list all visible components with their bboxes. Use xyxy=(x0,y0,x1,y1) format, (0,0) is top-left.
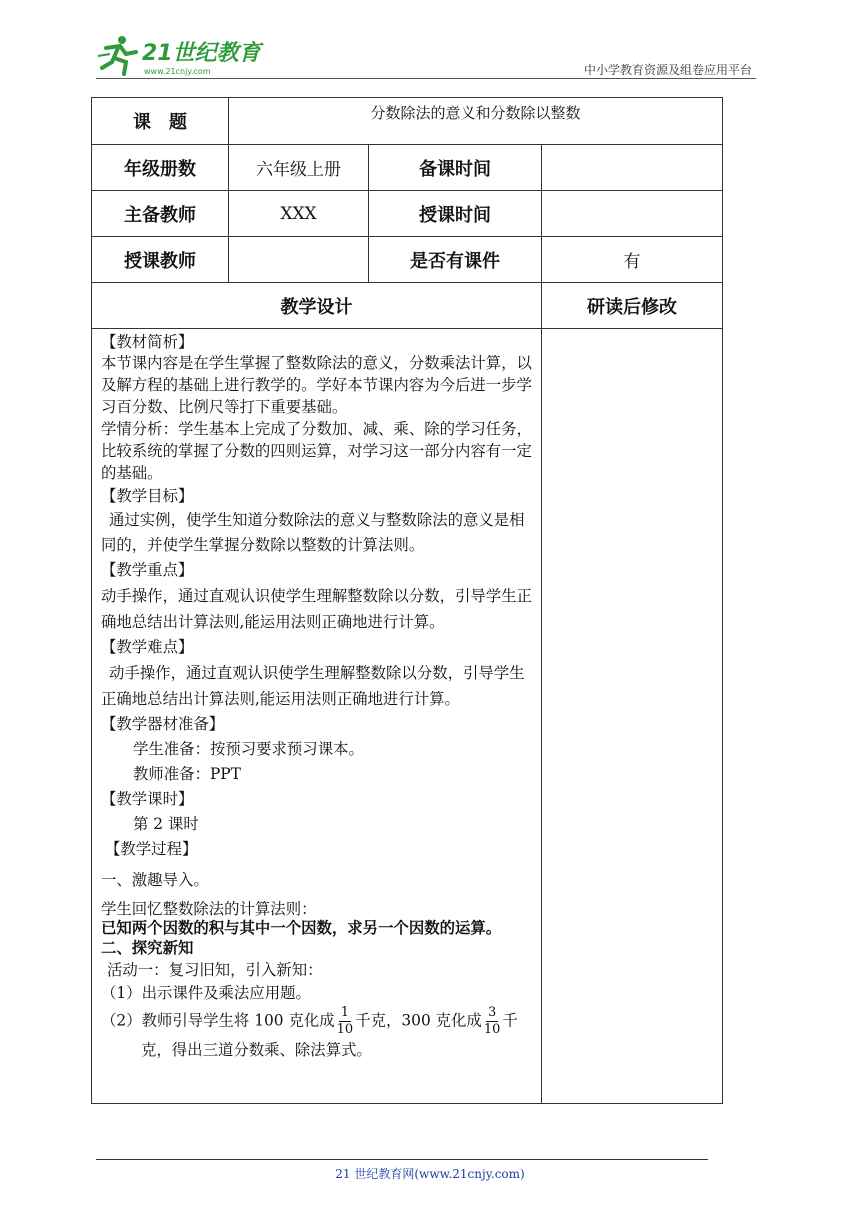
footer-divider xyxy=(96,1159,708,1160)
paragraph: 学情分析：学生基本上完成了分数加、减、乘、除的学习任务，比较系统的掌握了分数的四则运算，对学习这一部分内容有一定的基础。 xyxy=(101,420,532,482)
table-row xyxy=(92,329,723,1104)
lesson-plan-table xyxy=(91,97,723,1104)
teacher-label: 授课教师 xyxy=(92,237,229,283)
paragraph: 第 2 课时 xyxy=(133,815,199,833)
paragraph: 动手操作，通过直观认识使学生理解整数除以分数，引导学生正确地总结出计算法则,能运用法则正确地进行计算。 xyxy=(101,587,532,631)
section-heading: 【教学器材准备】 xyxy=(101,715,225,733)
page-header xyxy=(0,0,860,80)
footer-text: 21 世纪教育网(www.21cnjy.com) xyxy=(335,1167,525,1181)
fraction-numerator: 3 xyxy=(487,1005,497,1020)
grade-label: 年级册数 xyxy=(92,145,229,191)
topic-label: 课 题 xyxy=(92,98,229,145)
table-row xyxy=(92,237,723,283)
design-header: 教学设计 xyxy=(92,283,542,329)
fraction xyxy=(337,1005,354,1038)
revision-cell xyxy=(542,329,723,1104)
prep-time-label: 备课时间 xyxy=(369,145,542,191)
topic-value: 分数除法的意义和分数除以整数 xyxy=(229,98,723,145)
header-divider xyxy=(96,78,756,79)
rule-statement: 已知两个因数的积与其中一个因数，求另一个因数的运算。 xyxy=(101,919,502,937)
paragraph: 学生回忆整数除法的计算法则： xyxy=(101,900,317,918)
tagline: 中小学教育资源及组卷应用平台 xyxy=(583,63,752,77)
section-heading: 二、探究新知 xyxy=(101,939,194,957)
paragraph: （1）出示课件及乘法应用题。 xyxy=(101,984,311,1002)
paragraph: 通过实例，使学生知道分数除法的意义与整数除法的意义是相同的，并使学生掌握分数除以整数的计算法则。 xyxy=(101,511,525,554)
grade-value: 六年级上册 xyxy=(229,145,369,191)
paragraph: 教师准备：PPT xyxy=(133,765,241,783)
paragraph: 本节课内容是在学生掌握了整数除法的意义，分数乘法计算，以及解方程的基础上进行教学的。学好本节课内容为今后进一步学习百分数、比例尺等打下重要基础。 xyxy=(101,354,532,416)
table-row xyxy=(92,145,723,191)
text: （2）教师引导学生将 100 克化成 xyxy=(101,1011,335,1030)
design-content xyxy=(92,329,542,1104)
logo xyxy=(96,34,266,78)
revision-header: 研读后修改 xyxy=(542,283,723,329)
main-teacher-value: XXX xyxy=(229,191,369,237)
section-heading: 【教学重点】 xyxy=(101,561,194,579)
paragraph: 动手操作，通过直观认识使学生理解整数除以分数，引导学生正确地总结出计算法则,能运用法则正确地进行计算。 xyxy=(101,664,525,708)
table-row xyxy=(92,283,723,329)
fraction xyxy=(484,1005,501,1038)
section-heading: 【教学课时】 xyxy=(101,790,194,808)
paragraph: 学生准备：按预习要求预习课本。 xyxy=(133,740,364,758)
logo-url: www.21cnjy.com xyxy=(144,67,211,76)
main-teacher-label: 主备教师 xyxy=(92,191,229,237)
paragraph: 一、激趣导入。 xyxy=(101,871,209,889)
class-time-value xyxy=(542,191,723,237)
section-heading: 【教学目标】 xyxy=(101,487,194,505)
teacher-value xyxy=(229,237,369,283)
section-heading: 【教材简析】 xyxy=(101,333,194,351)
fraction-denominator: 10 xyxy=(336,1022,354,1037)
text: 千 xyxy=(502,1011,518,1030)
logo-text: 21世纪教育 xyxy=(142,41,261,66)
text: 千克，300 克化成 xyxy=(355,1011,482,1030)
table-row xyxy=(92,191,723,237)
fraction-denominator: 10 xyxy=(483,1022,501,1037)
section-heading: 【教学过程】 xyxy=(105,840,198,858)
class-time-label: 授课时间 xyxy=(369,191,542,237)
runner-icon xyxy=(98,36,136,74)
prep-time-value xyxy=(542,145,723,191)
courseware-label: 是否有课件 xyxy=(369,237,542,283)
paragraph: 活动一：复习旧知，引入新知： xyxy=(107,961,323,979)
fraction-numerator: 1 xyxy=(340,1005,350,1020)
paragraph-with-fractions xyxy=(101,1005,537,1038)
table-row xyxy=(92,98,723,145)
courseware-value: 有 xyxy=(542,237,723,283)
section-heading: 【教学难点】 xyxy=(101,638,194,656)
paragraph: 克，得出三道分数乘、除法算式。 xyxy=(141,1041,372,1059)
